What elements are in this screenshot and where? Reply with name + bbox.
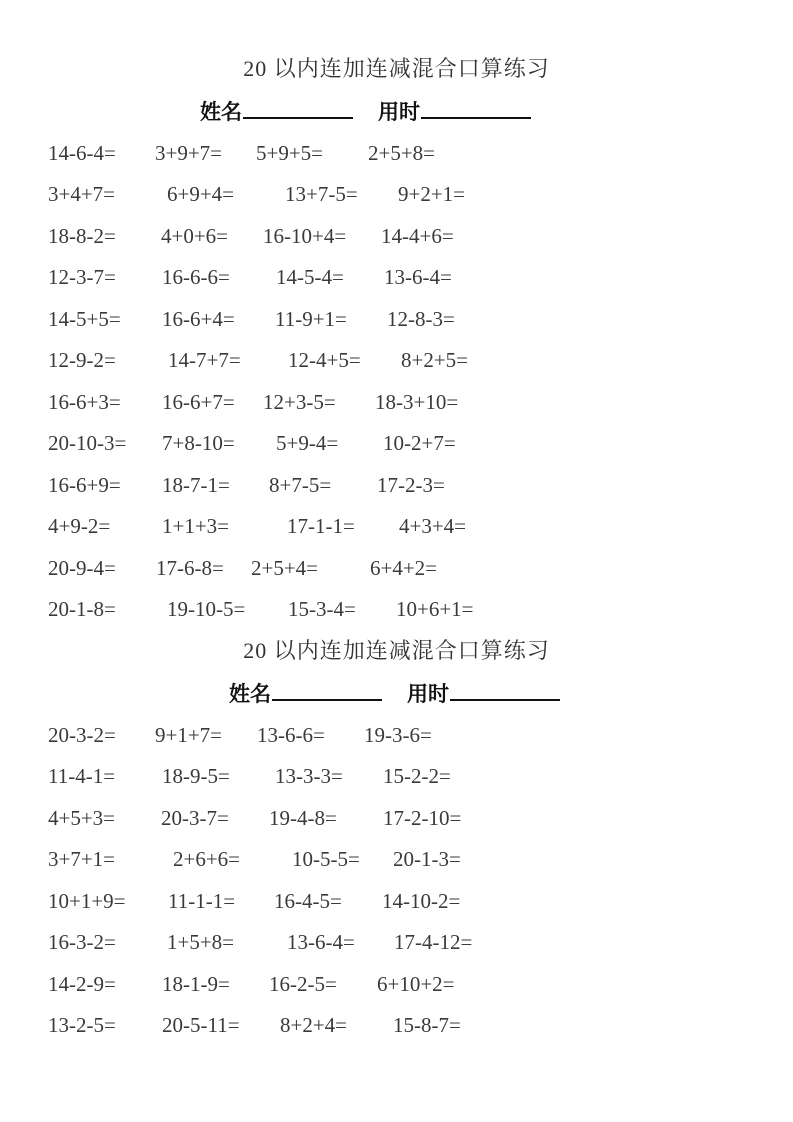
problem: 4+3+4= — [399, 514, 467, 538]
problem: 10+6+1= — [396, 597, 474, 621]
problem: 16-6+4= — [162, 307, 235, 331]
problem: 12-9-2= — [48, 348, 116, 372]
problem: 14-6-4= — [48, 141, 116, 165]
problem: 2+5+4= — [251, 556, 319, 580]
problem: 19-4-8= — [269, 806, 337, 830]
problem: 12-8-3= — [387, 307, 455, 331]
problem: 10-5-5= — [292, 847, 360, 871]
problem: 12+3-5= — [263, 390, 336, 414]
problem: 13-6-4= — [384, 265, 452, 289]
name-time-line — [229, 679, 560, 708]
problem: 2+5+8= — [368, 141, 436, 165]
problem: 14-5-4= — [276, 265, 344, 289]
problem: 11-4-1= — [48, 764, 116, 788]
problem: 14-4+6= — [381, 224, 454, 248]
problem: 13-3-3= — [275, 764, 343, 788]
problem: 18-8-2= — [48, 224, 116, 248]
problem: 16-6-6= — [162, 265, 230, 289]
problem: 3+9+7= — [155, 141, 223, 165]
problem: 20-1-8= — [48, 597, 116, 621]
worksheet-title: 20 以内连加连减混合口算练习 — [243, 638, 550, 663]
time-label: 用时 — [378, 100, 420, 124]
problem: 11-9+1= — [275, 307, 347, 331]
problem: 16-10+4= — [263, 224, 347, 248]
problem: 6+10+2= — [377, 972, 455, 996]
problem: 18-9-5= — [162, 764, 230, 788]
problem: 20-3-2= — [48, 723, 116, 747]
problem: 18-1-9= — [162, 972, 230, 996]
problem: 4+5+3= — [48, 806, 116, 830]
problem: 3+7+1= — [48, 847, 116, 871]
problem: 20-1-3= — [393, 847, 461, 871]
problem: 5+9-4= — [276, 431, 339, 455]
problem: 17-6-8= — [156, 556, 224, 580]
problem: 18-3+10= — [375, 390, 459, 414]
problem: 15-3-4= — [288, 597, 356, 621]
problem: 4+0+6= — [161, 224, 229, 248]
problem: 10+1+9= — [48, 889, 126, 913]
problem: 12-3-7= — [48, 265, 116, 289]
name-blank[interactable] — [243, 97, 353, 119]
problem: 16-6+9= — [48, 473, 121, 497]
problem: 14-7+7= — [168, 348, 241, 372]
problem: 13+7-5= — [285, 182, 358, 206]
problem: 17-4-12= — [394, 930, 473, 954]
problem: 7+8-10= — [162, 431, 235, 455]
problem: 10-2+7= — [383, 431, 456, 455]
problem: 16-4-5= — [274, 889, 342, 913]
name-label: 姓名 — [229, 682, 271, 706]
time-blank[interactable] — [421, 97, 531, 119]
problem: 8+2+5= — [401, 348, 469, 372]
problem: 12-4+5= — [288, 348, 361, 372]
problem: 14-2-9= — [48, 972, 116, 996]
problem: 18-7-1= — [162, 473, 230, 497]
problem: 13-6-6= — [257, 723, 325, 747]
problem: 16-2-5= — [269, 972, 337, 996]
name-label: 姓名 — [200, 100, 242, 124]
problem: 8+2+4= — [280, 1013, 348, 1037]
time-label: 用时 — [407, 682, 449, 706]
problem: 11-1-1= — [168, 889, 236, 913]
problem: 17-2-10= — [383, 806, 462, 830]
problem: 14-5+5= — [48, 307, 121, 331]
problem: 20-10-3= — [48, 431, 127, 455]
problem: 2+6+6= — [173, 847, 241, 871]
problem: 13-2-5= — [48, 1013, 116, 1037]
problem: 4+9-2= — [48, 514, 111, 538]
problem: 16-6+7= — [162, 390, 235, 414]
problem: 16-6+3= — [48, 390, 121, 414]
problem: 15-8-7= — [393, 1013, 461, 1037]
problem: 20-5-11= — [162, 1013, 240, 1037]
time-blank[interactable] — [450, 679, 560, 701]
problem: 9+2+1= — [398, 182, 466, 206]
problem: 9+1+7= — [155, 723, 223, 747]
problem: 5+9+5= — [256, 141, 324, 165]
problem: 15-2-2= — [383, 764, 451, 788]
problem: 17-2-3= — [377, 473, 445, 497]
worksheet-title: 20 以内连加连减混合口算练习 — [243, 56, 550, 81]
problem: 14-10-2= — [382, 889, 461, 913]
problem: 3+4+7= — [48, 182, 116, 206]
problem: 1+5+8= — [167, 930, 235, 954]
problem: 17-1-1= — [287, 514, 355, 538]
name-blank[interactable] — [272, 679, 382, 701]
problem: 6+9+4= — [167, 182, 235, 206]
problem: 13-6-4= — [287, 930, 355, 954]
problem: 1+1+3= — [162, 514, 230, 538]
problem: 19-10-5= — [167, 597, 246, 621]
problem: 6+4+2= — [370, 556, 438, 580]
problem: 20-3-7= — [161, 806, 229, 830]
problem: 20-9-4= — [48, 556, 116, 580]
problem: 8+7-5= — [269, 473, 332, 497]
problem: 19-3-6= — [364, 723, 432, 747]
name-time-line — [200, 97, 531, 126]
problem: 16-3-2= — [48, 930, 116, 954]
